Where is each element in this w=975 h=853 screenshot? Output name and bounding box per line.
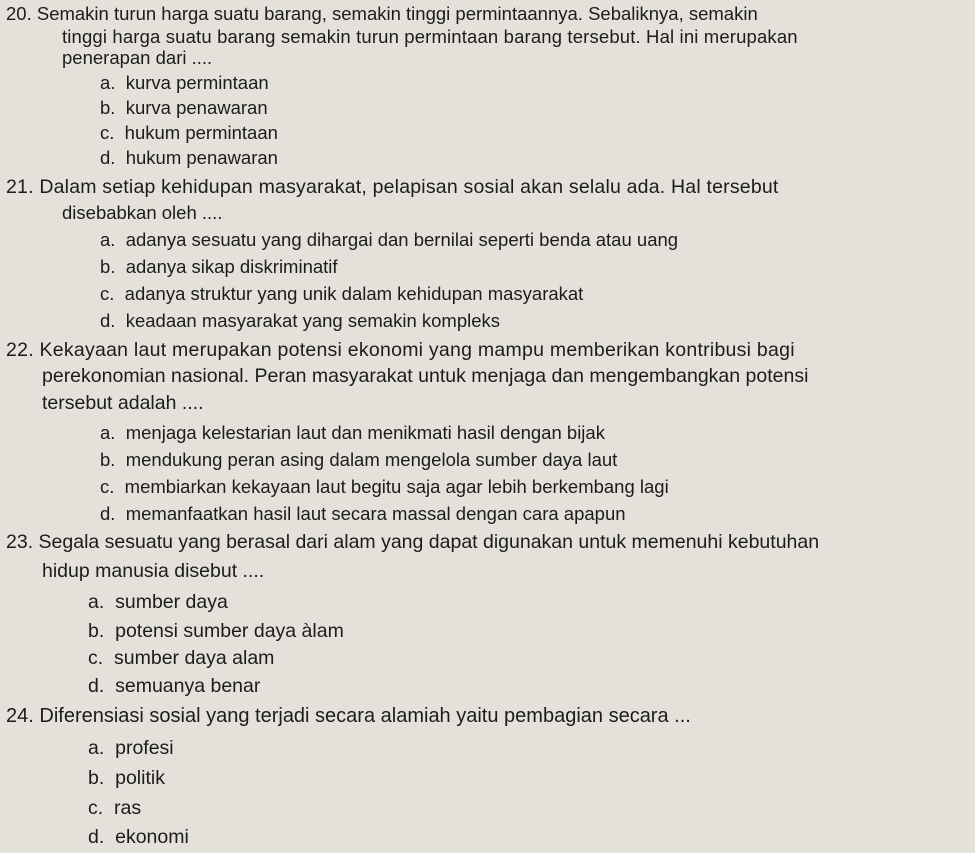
- option-22c: c. membiarkan kekayaan laut begitu saja agar lebih berkembang lagi: [100, 476, 669, 497]
- option-21a: a. adanya sesuatu yang dihargai dan bernilai seperti benda atau uang: [100, 229, 679, 250]
- question-24-line-1: 24. Diferensiasi sosial yang terjadi secara alamiah yaitu pembagian secara ...: [6, 705, 691, 727]
- option-20d: d. hukum penawaran: [100, 147, 278, 168]
- question-22-line-2: perekonomian nasional. Peran masyarakat untuk menjaga dan mengembangkan potensi: [42, 365, 809, 387]
- question-number: 23.: [6, 531, 34, 553]
- question-20-line-1: 20. Semakin turun harga suatu barang, semakin tinggi permintaannya. Sebaliknya, semakin: [6, 3, 758, 24]
- option-21c: c. adanya struktur yang unik dalam kehidupan masyarakat: [100, 283, 584, 304]
- question-number: 21.: [6, 176, 34, 198]
- option-24c: c. ras: [88, 797, 142, 819]
- question-23-line-1: 23. Segala sesuatu yang berasal dari alam yang dapat digunakan untuk memenuhi kebutuhan: [6, 531, 820, 553]
- option-20b: b. kurva penawaran: [100, 97, 268, 118]
- option-20c: c. hukum permintaan: [100, 122, 278, 143]
- question-21-line-2: disebabkan oleh ....: [62, 202, 223, 223]
- option-21d: d. keadaan masyarakat yang semakin kompleks: [100, 310, 501, 331]
- question-23-line-2: hidup manusia disebut ....: [42, 560, 265, 582]
- option-23d: d. semuanya benar: [88, 675, 261, 697]
- question-22-line-3: tersebut adalah ....: [42, 392, 204, 414]
- option-24b: b. politik: [88, 767, 165, 789]
- option-24d: d. ekonomi: [88, 826, 189, 848]
- option-20a: a. kurva permintaan: [100, 72, 269, 93]
- question-20-line-2: tinggi harga suatu barang semakin turun permintaan barang tersebut. Hal ini merupakan: [62, 26, 798, 47]
- question-number: 24.: [6, 705, 34, 727]
- question-20-line-3: penerapan dari ....: [62, 47, 213, 68]
- question-21-line-1: 21. Dalam setiap kehidupan masyarakat, pelapisan sosial akan selalu ada. Hal tersebut: [6, 176, 779, 198]
- question-number: 20.: [6, 3, 32, 24]
- question-22-line-1: 22. Kekayaan laut merupakan potensi ekonomi yang mampu memberikan kontribusi bagi: [6, 339, 795, 361]
- option-24a: a. profesi: [88, 737, 174, 759]
- option-22d: d. memanfaatkan hasil laut secara massal dengan cara apapun: [100, 503, 626, 524]
- option-22a: a. menjaga kelestarian laut dan menikmati hasil dengan bijak: [100, 422, 605, 443]
- option-23c: c. sumber daya alam: [88, 647, 275, 669]
- option-23b: b. potensi sumber daya àlam: [88, 620, 344, 642]
- question-number: 22.: [6, 339, 34, 361]
- option-21b: b. adanya sikap diskriminatif: [100, 256, 338, 277]
- option-22b: b. mendukung peran asing dalam mengelola sumber daya laut: [100, 449, 618, 470]
- option-23a: a. sumber daya: [88, 591, 228, 613]
